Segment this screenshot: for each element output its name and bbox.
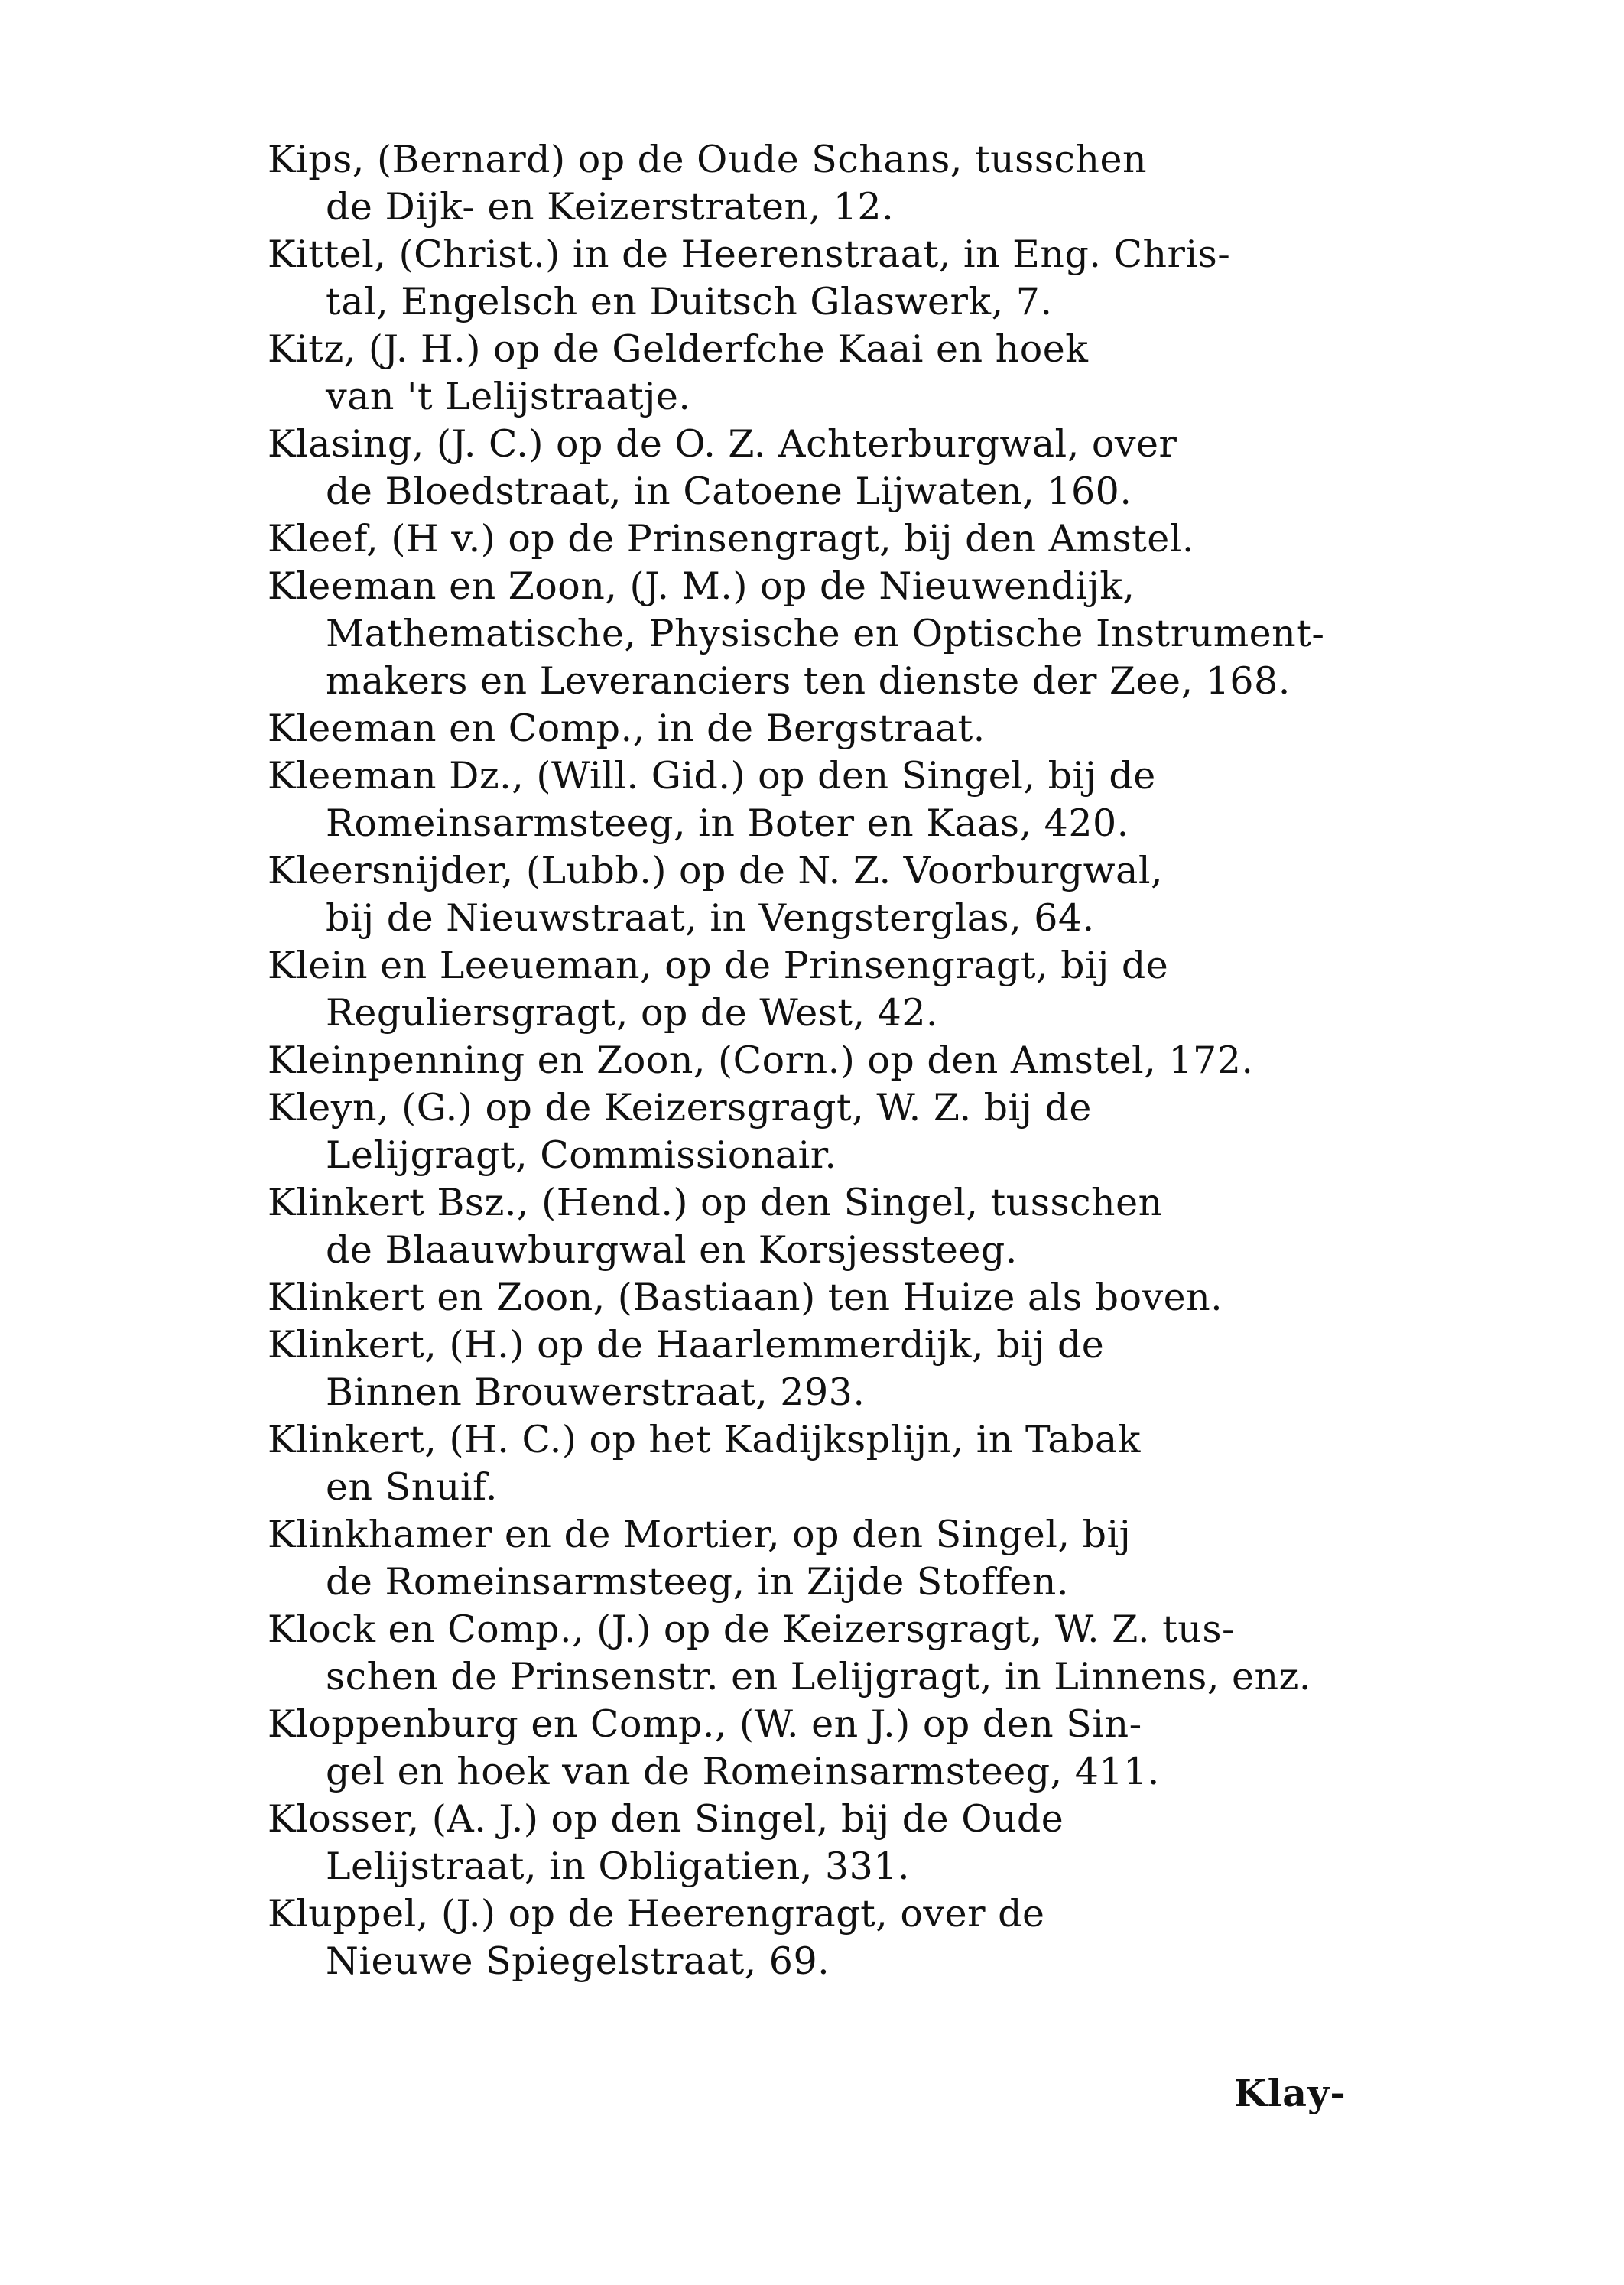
entry-continuation-line: Nieuwe Spiegelstraat, 69.: [326, 1939, 830, 1983]
directory-entry: [268, 1890, 1384, 1985]
entry-first-line: Kitz, (J. H.) op de Gelderfche Kaai en hoek: [268, 327, 1089, 371]
entry-continuation-line: Reguliersgragt, op de West, 42.: [326, 991, 939, 1035]
entry-first-line: Kleinpenning en Zoon, (Corn.) op den Amstel, 172.: [268, 1038, 1254, 1082]
entry-first-line: Klinkert, (H. C.) op het Kadijksplijn, in Tabak: [268, 1418, 1141, 1461]
entry-first-line: Kloppenburg en Comp., (W. en J.) op den Sin-: [268, 1702, 1142, 1746]
entry-continuation-line: Mathematische, Physische en Optische Instrument-: [326, 612, 1325, 655]
directory-entry: [268, 847, 1384, 942]
entry-continuation-line: Lelijgragt, Commissionair.: [326, 1133, 837, 1177]
entry-first-line: Kluppel, (J.) op de Heerengragt, over de: [268, 1892, 1045, 1936]
directory-entry: [268, 1037, 1384, 1084]
entry-first-line: Klosser, (A. J.) op den Singel, bij de Oude: [268, 1797, 1064, 1841]
entry-continuation-line: gel en hoek van de Romeinsarmsteeg, 411.: [326, 1750, 1160, 1793]
entry-continuation-line: de Romeinsarmsteeg, in Zijde Stoffen.: [326, 1560, 1069, 1604]
directory-entry: [268, 421, 1384, 515]
entry-continuation-line: schen de Prinsenstr. en Lelijgragt, in Linnens, enz.: [326, 1655, 1311, 1698]
directory-entry: [268, 1274, 1384, 1321]
entry-continuation-line: Lelijstraat, in Obligatien, 331.: [326, 1845, 911, 1888]
entry-continuation-line: en Snuif.: [326, 1465, 498, 1509]
entry-continuation-line: de Bloedstraat, in Catoene Lijwaten, 160.: [326, 470, 1132, 513]
directory-entry: [268, 326, 1384, 421]
directory-entry: [268, 1416, 1384, 1511]
directory-entry: [268, 1321, 1384, 1416]
directory-entry: [268, 515, 1384, 563]
directory-entry: [268, 752, 1384, 847]
entry-first-line: Kittel, (Christ.) in de Heerenstraat, in Eng. Chris-: [268, 232, 1231, 276]
entry-first-line: Kips, (Bernard) op de Oude Schans, tusschen: [268, 138, 1148, 181]
entry-first-line: Kleef, (H v.) op de Prinsengragt, bij den Amstel.: [268, 517, 1195, 561]
entry-first-line: Klasing, (J. C.) op de O. Z. Achterburgwal, over: [268, 422, 1177, 466]
directory-entry: [268, 563, 1384, 705]
catchword: Klay-: [1234, 2071, 1346, 2115]
entry-first-line: Klock en Comp., (J.) op de Keizersgragt, W. Z. tus-: [268, 1607, 1236, 1651]
entry-continuation-line: de Blaauwburgwal en Korsjessteeg.: [326, 1228, 1018, 1272]
entry-continuation-line: van 't Lelijstraatje.: [326, 375, 691, 418]
address-directory-entries: [268, 136, 1384, 1985]
entry-first-line: Kleeman Dz., (Will. Gid.) op den Singel, bij de: [268, 754, 1156, 798]
entry-first-line: Kleyn, (G.) op de Keizersgragt, W. Z. bij de: [268, 1086, 1092, 1129]
entry-first-line: Klinkhamer en de Mortier, op den Singel, bij: [268, 1513, 1132, 1556]
directory-entry: [268, 1606, 1384, 1701]
directory-entry: [268, 1511, 1384, 1606]
entry-first-line: Kleeman en Zoon, (J. M.) op de Nieuwendijk,: [268, 564, 1135, 608]
entry-continuation-line: de Dijk- en Keizerstraten, 12.: [326, 185, 895, 229]
directory-entry: [268, 1084, 1384, 1179]
directory-entry: [268, 705, 1384, 752]
entry-first-line: Klinkert Bsz., (Hend.) op den Singel, tusschen: [268, 1181, 1163, 1224]
entry-continuation-line: Binnen Brouwerstraat, 293.: [326, 1370, 866, 1414]
entry-first-line: Klein en Leeueman, op de Prinsengragt, bij de: [268, 944, 1169, 987]
entry-first-line: Klinkert, (H.) op de Haarlemmerdijk, bij de: [268, 1323, 1105, 1367]
entry-first-line: Klinkert en Zoon, (Bastiaan) ten Huize als boven.: [268, 1276, 1223, 1319]
directory-entry: [268, 942, 1384, 1037]
entry-continuation-line: makers en Leveranciers ten dienste der Zee, 168.: [326, 659, 1291, 703]
directory-entry: [268, 1796, 1384, 1890]
directory-entry: [268, 136, 1384, 231]
directory-entry: [268, 1179, 1384, 1274]
directory-entry: [268, 231, 1384, 326]
directory-entry: [268, 1701, 1384, 1796]
entry-continuation-line: Romeinsarmsteeg, in Boter en Kaas, 420.: [326, 801, 1129, 845]
entry-first-line: Kleersnijder, (Lubb.) op de N. Z. Voorburgwal,: [268, 849, 1164, 892]
entry-continuation-line: bij de Nieuwstraat, in Vengsterglas, 64.: [326, 896, 1095, 940]
entry-first-line: Kleeman en Comp., in de Bergstraat.: [268, 707, 986, 750]
entry-continuation-line: tal, Engelsch en Duitsch Glaswerk, 7.: [326, 280, 1053, 323]
